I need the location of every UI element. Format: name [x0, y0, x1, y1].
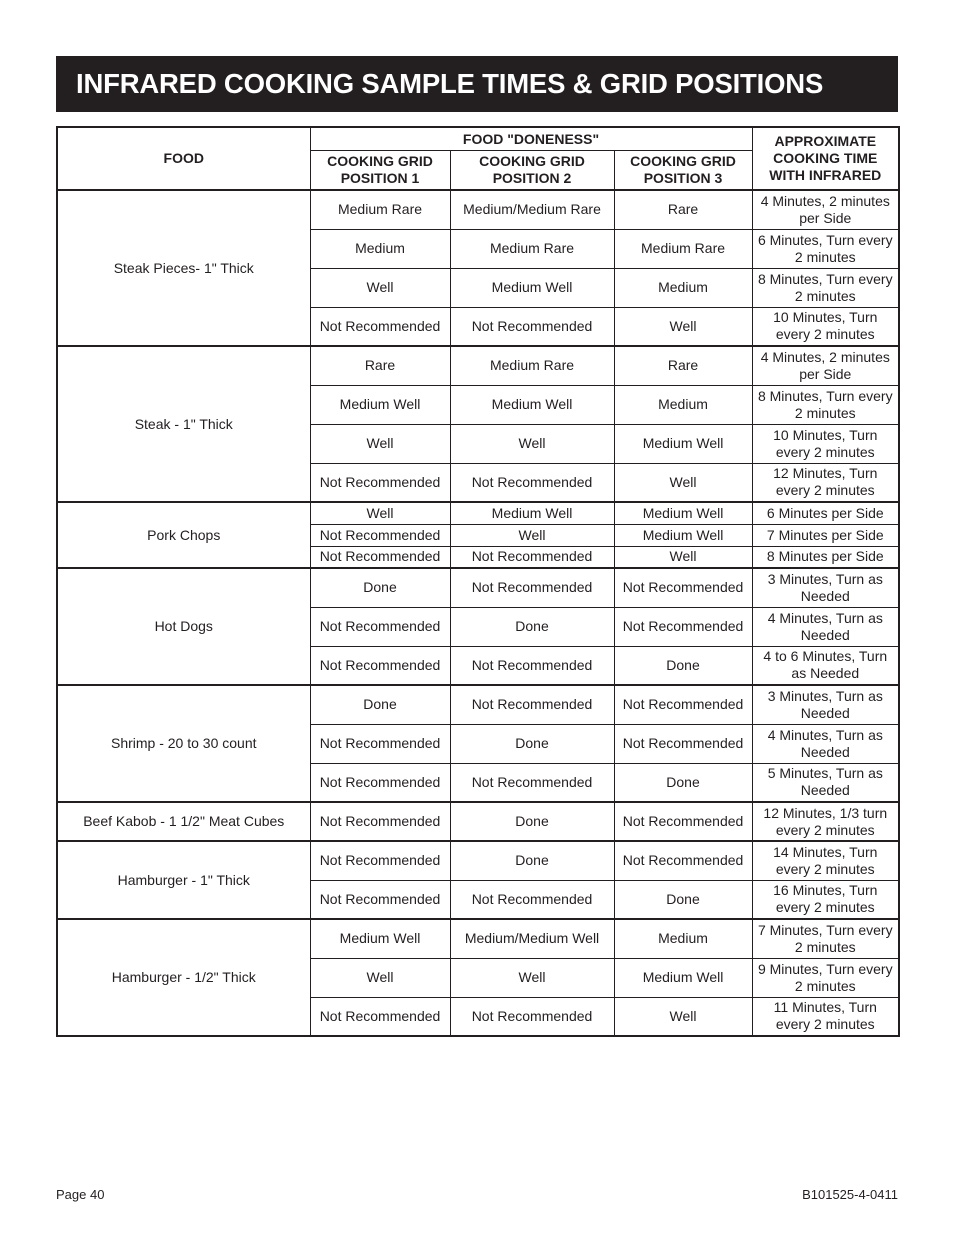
grid-position-2-cell: Done: [450, 841, 614, 880]
grid-position-1-cell: Well: [310, 268, 450, 307]
grid-position-2-cell: Done: [450, 802, 614, 841]
food-name-cell: Steak Pieces- 1" Thick: [57, 190, 310, 346]
grid-position-2-cell: Not Recommended: [450, 997, 614, 1036]
grid-position-3-cell: Not Recommended: [614, 607, 752, 646]
grid-position-3-cell: Rare: [614, 190, 752, 229]
food-name-cell: Hot Dogs: [57, 568, 310, 685]
grid-position-2-cell: Not Recommended: [450, 763, 614, 802]
cooking-time-cell: 8 Minutes per Side: [752, 546, 899, 568]
grid-position-3-cell: Done: [614, 763, 752, 802]
grid-position-2-cell: Not Recommended: [450, 685, 614, 724]
cooking-time-cell: 10 Minutes, Turn every 2 minutes: [752, 307, 899, 346]
cooking-time-cell: 5 Minutes, Turn as Needed: [752, 763, 899, 802]
grid-position-1-cell: Rare: [310, 346, 450, 385]
grid-position-1-cell: Not Recommended: [310, 724, 450, 763]
grid-position-3-cell: Well: [614, 307, 752, 346]
cooking-time-cell: 4 Minutes, 2 minutes per Side: [752, 190, 899, 229]
food-group: [57, 841, 899, 919]
grid-position-1-cell: Not Recommended: [310, 802, 450, 841]
grid-position-3-cell: Well: [614, 463, 752, 502]
grid-position-1-cell: Well: [310, 502, 450, 524]
cooking-time-cell: 9 Minutes, Turn every 2 minutes: [752, 958, 899, 997]
grid-position-1-cell: Well: [310, 424, 450, 463]
grid-position-3-cell: Not Recommended: [614, 568, 752, 607]
cooking-time-cell: 7 Minutes per Side: [752, 524, 899, 546]
cooking-time-cell: 14 Minutes, Turn every 2 minutes: [752, 841, 899, 880]
food-name-cell: Shrimp - 20 to 30 count: [57, 685, 310, 802]
grid-position-1-cell: Not Recommended: [310, 607, 450, 646]
grid-position-3-cell: Medium: [614, 268, 752, 307]
table-row: [57, 190, 899, 229]
grid-position-1-cell: Done: [310, 568, 450, 607]
grid-position-2-cell: Done: [450, 724, 614, 763]
cooking-time-cell: 3 Minutes, Turn as Needed: [752, 685, 899, 724]
grid-position-1-cell: Medium Well: [310, 919, 450, 958]
table-row: [57, 919, 899, 958]
grid-position-2-cell: Medium Rare: [450, 229, 614, 268]
table-header: [57, 127, 899, 190]
grid-position-2-cell: Not Recommended: [450, 546, 614, 568]
cooking-time-cell: 6 Minutes per Side: [752, 502, 899, 524]
cooking-time-cell: 11 Minutes, Turn every 2 minutes: [752, 997, 899, 1036]
table-row: [57, 685, 899, 724]
grid-position-2-cell: Medium/Medium Rare: [450, 190, 614, 229]
food-name-cell: Beef Kabob - 1 1/2" Meat Cubes: [57, 802, 310, 841]
food-group: [57, 346, 899, 502]
grid-position-2-cell: Well: [450, 524, 614, 546]
cooking-time-cell: 8 Minutes, Turn every 2 minutes: [752, 385, 899, 424]
grid-position-1-cell: Not Recommended: [310, 841, 450, 880]
food-group: [57, 685, 899, 802]
cooking-time-cell: 4 to 6 Minutes, Turn as Needed: [752, 646, 899, 685]
grid-position-1-cell: Done: [310, 685, 450, 724]
grid-position-2-cell: Well: [450, 424, 614, 463]
grid-position-2-cell: Medium/Medium Well: [450, 919, 614, 958]
grid-position-3-cell: Well: [614, 997, 752, 1036]
cooking-time-cell: 10 Minutes, Turn every 2 minutes: [752, 424, 899, 463]
grid-position-3-cell: Rare: [614, 346, 752, 385]
grid-position-3-cell: Medium: [614, 385, 752, 424]
food-name-cell: Hamburger - 1/2" Thick: [57, 919, 310, 1036]
cooking-time-cell: 16 Minutes, Turn every 2 minutes: [752, 880, 899, 919]
grid-position-1-cell: Not Recommended: [310, 880, 450, 919]
grid-position-1-cell: Not Recommended: [310, 546, 450, 568]
header-grid-position-3: COOKING GRID POSITION 3: [614, 151, 752, 191]
grid-position-1-cell: Not Recommended: [310, 307, 450, 346]
page-number: Page 40: [56, 1187, 105, 1202]
food-name-cell: Hamburger - 1" Thick: [57, 841, 310, 919]
header-doneness: FOOD "DONENESS": [310, 127, 752, 151]
table-row: [57, 346, 899, 385]
cooking-time-cell: 4 Minutes, Turn as Needed: [752, 607, 899, 646]
grid-position-1-cell: Not Recommended: [310, 997, 450, 1036]
grid-position-1-cell: Medium: [310, 229, 450, 268]
grid-position-2-cell: Done: [450, 607, 614, 646]
food-group: [57, 802, 899, 841]
cooking-time-cell: 3 Minutes, Turn as Needed: [752, 568, 899, 607]
grid-position-2-cell: Medium Well: [450, 385, 614, 424]
grid-position-3-cell: Medium Well: [614, 424, 752, 463]
food-group: [57, 568, 899, 685]
grid-position-2-cell: Well: [450, 958, 614, 997]
table-row: [57, 841, 899, 880]
cooking-times-table: [56, 126, 900, 1037]
grid-position-2-cell: Medium Rare: [450, 346, 614, 385]
grid-position-3-cell: Medium: [614, 919, 752, 958]
grid-position-2-cell: Not Recommended: [450, 880, 614, 919]
page-title-banner: [56, 56, 898, 112]
cooking-time-cell: 4 Minutes, 2 minutes per Side: [752, 346, 899, 385]
document-number: B101525-4-0411: [802, 1187, 898, 1202]
food-name-cell: Steak - 1" Thick: [57, 346, 310, 502]
grid-position-2-cell: Medium Well: [450, 268, 614, 307]
grid-position-3-cell: Medium Well: [614, 958, 752, 997]
grid-position-1-cell: Not Recommended: [310, 646, 450, 685]
page-title: INFRARED COOKING SAMPLE TIMES & GRID POSITIONS: [76, 68, 824, 99]
grid-position-3-cell: Medium Well: [614, 524, 752, 546]
cooking-time-cell: 8 Minutes, Turn every 2 minutes: [752, 268, 899, 307]
grid-position-3-cell: Medium Rare: [614, 229, 752, 268]
header-cooking-time: APPROXIMATE COOKING TIME WITH INFRARED: [752, 127, 899, 190]
cooking-time-cell: 4 Minutes, Turn as Needed: [752, 724, 899, 763]
grid-position-1-cell: Not Recommended: [310, 463, 450, 502]
grid-position-2-cell: Medium Well: [450, 502, 614, 524]
grid-position-1-cell: Well: [310, 958, 450, 997]
table-row: [57, 568, 899, 607]
food-name-cell: Pork Chops: [57, 502, 310, 568]
grid-position-3-cell: Not Recommended: [614, 841, 752, 880]
header-grid-position-2: COOKING GRID POSITION 2: [450, 151, 614, 191]
grid-position-2-cell: Not Recommended: [450, 307, 614, 346]
grid-position-3-cell: Medium Well: [614, 502, 752, 524]
header-grid-position-1: COOKING GRID POSITION 1: [310, 151, 450, 191]
grid-position-3-cell: Done: [614, 646, 752, 685]
grid-position-1-cell: Medium Rare: [310, 190, 450, 229]
cooking-time-cell: 12 Minutes, Turn every 2 minutes: [752, 463, 899, 502]
food-group: [57, 190, 899, 346]
cooking-time-cell: 12 Minutes, 1/3 turn every 2 minutes: [752, 802, 899, 841]
table-row: [57, 502, 899, 524]
grid-position-2-cell: Not Recommended: [450, 646, 614, 685]
grid-position-1-cell: Not Recommended: [310, 524, 450, 546]
table-row: [57, 802, 899, 841]
food-group: [57, 919, 899, 1036]
grid-position-3-cell: Well: [614, 546, 752, 568]
grid-position-3-cell: Not Recommended: [614, 802, 752, 841]
grid-position-3-cell: Not Recommended: [614, 685, 752, 724]
cooking-time-cell: 7 Minutes, Turn every 2 minutes: [752, 919, 899, 958]
food-group: [57, 502, 899, 568]
grid-position-3-cell: Not Recommended: [614, 724, 752, 763]
cooking-time-cell: 6 Minutes, Turn every 2 minutes: [752, 229, 899, 268]
grid-position-1-cell: Not Recommended: [310, 763, 450, 802]
grid-position-1-cell: Medium Well: [310, 385, 450, 424]
grid-position-3-cell: Done: [614, 880, 752, 919]
header-food: FOOD: [57, 127, 310, 190]
grid-position-2-cell: Not Recommended: [450, 568, 614, 607]
grid-position-2-cell: Not Recommended: [450, 463, 614, 502]
